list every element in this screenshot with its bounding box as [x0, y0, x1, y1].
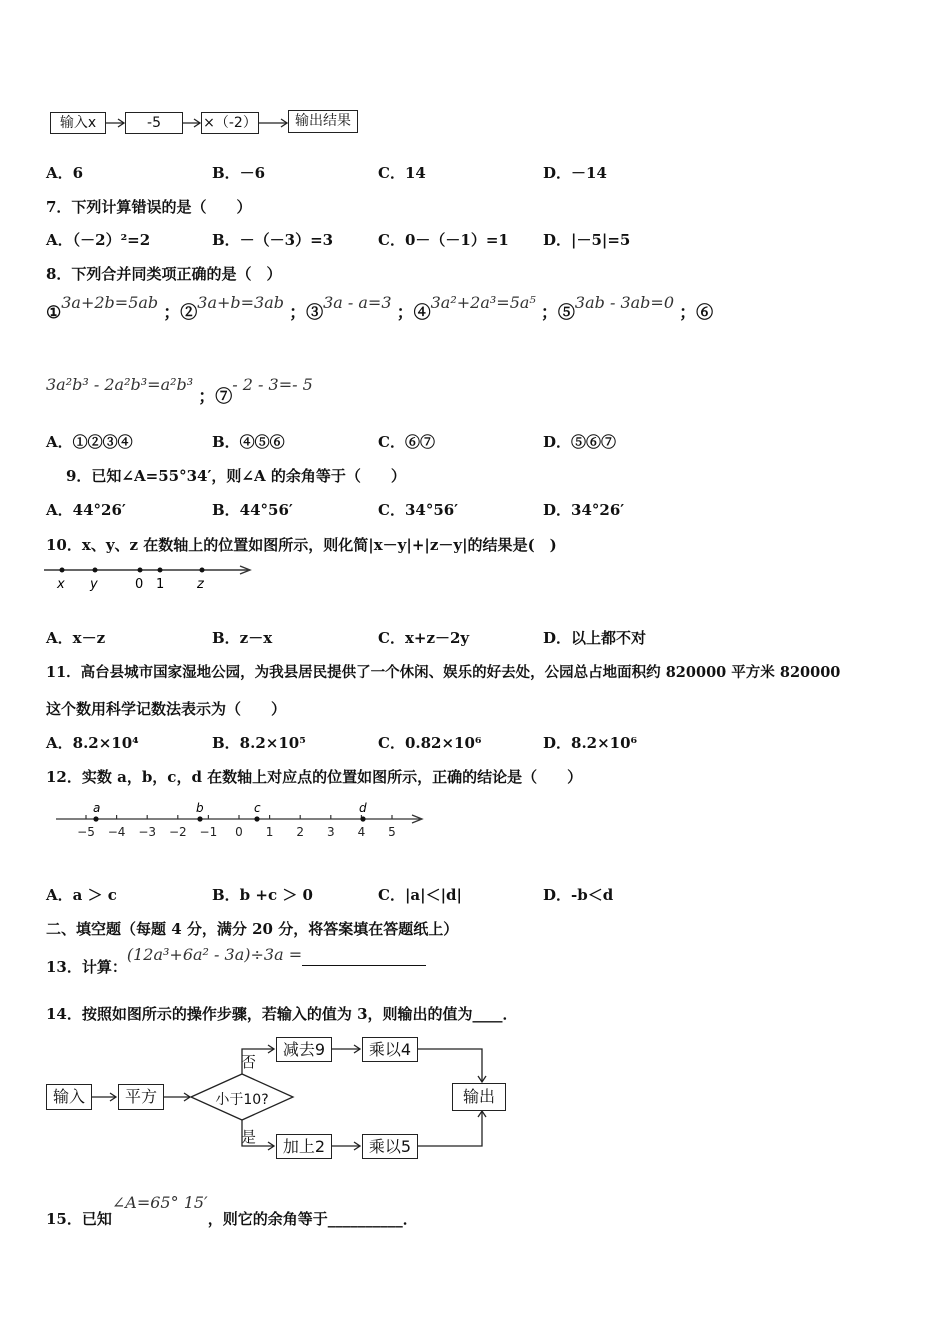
q8-item7-num: ⑦ [215, 387, 233, 407]
q12-point-d [360, 816, 365, 821]
q10-label-z: z [197, 577, 204, 592]
q15-label: 15．已知 [46, 1210, 112, 1228]
q7-option-b: B．－（－3）=3 [212, 231, 334, 249]
q8-sep3: ； [396, 303, 414, 323]
q10-point-z [200, 568, 205, 573]
q14-input-box: 输入 [46, 1084, 92, 1110]
flow1-input-box: 输入x [50, 112, 106, 134]
q12-option-c: C．|a|＜|d| [378, 886, 462, 904]
q12-number-line [50, 798, 430, 840]
q9-option-c: C．34°56′ [378, 501, 459, 519]
q8-items-row1 [46, 293, 714, 323]
q8-option-a: A．①②③④ [46, 433, 133, 451]
q8-option-d: D．⑤⑥⑦ [543, 433, 617, 451]
q10-stem: 10．x、y、z 在数轴上的位置如图所示，则化简|x－y|+|z－y|的结果是( ) [46, 536, 557, 554]
q13-label: 13．计算： [46, 958, 127, 976]
q12-tick-label: −1 [199, 825, 218, 839]
q10-option-b: B．z－x [212, 629, 273, 647]
q12-point-a [93, 816, 98, 821]
q14-plus2-box: 加上2 [276, 1134, 332, 1159]
q15-tail: ，则它的余角等于__________． [207, 1210, 418, 1228]
q11-option-a: A．8.2×10⁴ [46, 734, 139, 752]
q10-label-x: x [57, 577, 65, 592]
q14-minus9-box: 减去9 [276, 1037, 332, 1062]
q8-sep5: ； [679, 303, 697, 323]
q14-output-box: 输出 [452, 1083, 506, 1111]
q8-item2-expr: 3a+b=3ab [197, 293, 284, 312]
q12-tick-label: −5 [77, 825, 95, 839]
q6-option-d: D．－14 [543, 164, 607, 182]
q12-label-c: c [254, 801, 261, 815]
q8-sep4: ； [540, 303, 558, 323]
q8-item4-expr: 3a²+2a³=5a⁵ [430, 293, 536, 312]
q12-tick-label: 1 [265, 825, 274, 839]
q8-option-c: C．⑥⑦ [378, 433, 435, 451]
q12-option-d: D．-b＜d [543, 886, 614, 904]
q8-stem: 8．下列合并同类项正确的是（ ） [46, 265, 282, 283]
q10-option-a: A．x－z [46, 629, 106, 647]
section2-title: 二、填空题（每题 4 分，满分 20 分，将答案填在答题纸上） [46, 920, 459, 938]
q6-option-a: A．6 [46, 164, 84, 182]
flow1-output-box: 输出结果 [288, 110, 358, 133]
q8-item3-num: ③ [306, 303, 324, 323]
q9-option-a: A．44°26′ [46, 501, 126, 519]
q10-label-0: 0 [135, 577, 144, 592]
q9-stem: 9．已知∠A=55°34′，则∠A 的余角等于（ ） [66, 467, 406, 485]
q7-option-a: A．（－2）²=2 [46, 231, 151, 249]
q8-item5-num: ⑤ [557, 303, 575, 323]
q11-option-d: D．8.2×10⁶ [543, 734, 638, 752]
q8-item1-expr: 3a+2b=5ab [61, 293, 159, 312]
q7-stem: 7．下列计算错误的是（ ） [46, 198, 252, 216]
q11-option-c: C．0.82×10⁶ [378, 734, 482, 752]
q8-item1-num: ① [46, 303, 62, 323]
q10-label-y: y [90, 577, 98, 592]
q14-times4-box: 乘以4 [362, 1037, 418, 1062]
q8-sep2: ； [289, 303, 307, 323]
q8-item5-expr: 3ab - 3ab=0 [574, 293, 675, 312]
q8-sep1: ； [163, 303, 181, 323]
q12-tick-label: −2 [168, 825, 187, 839]
q12-tick-label: 3 [326, 825, 335, 839]
q12-tick-label: 0 [235, 825, 243, 839]
q12-option-a: A．a ＞ c [46, 886, 117, 904]
q14-decision-text: 小于10? [215, 1092, 269, 1108]
q13-expr: (12a³+6a² - 3a)÷3a = [126, 945, 303, 964]
q8-item4-num: ④ [413, 303, 431, 323]
q14-square-box: 平方 [118, 1084, 164, 1110]
q12-tick-label: −3 [138, 825, 157, 839]
q13-answer-blank[interactable] [302, 965, 426, 966]
q10-point-1 [158, 568, 163, 573]
q8-option-b: B．④⑤⑥ [212, 433, 285, 451]
q10-point-x [60, 568, 65, 573]
q9-option-d: D．34°26′ [543, 501, 625, 519]
q12-label-d: d [359, 801, 367, 815]
q12-label-a: a [93, 801, 101, 815]
q12-point-b [197, 816, 202, 821]
q6-option-c: C．14 [378, 164, 426, 182]
q12-tick-label: 4 [357, 825, 366, 839]
q8-item6-expr: 3a²b³ - 2a²b³=a²b³ [46, 375, 194, 394]
q12-label-b: b [196, 801, 204, 815]
q12-option-b: B．b +c ＞ 0 [212, 886, 313, 904]
q12-tick-label: 5 [388, 825, 396, 839]
q10-number-line [40, 560, 260, 594]
q15-expr: ∠A=65° 15′ [111, 1193, 208, 1212]
q10-option-d: D．以上都不对 [543, 629, 647, 647]
q10-label-1: 1 [156, 577, 165, 592]
q8-items-row2 [46, 370, 313, 407]
q8-item2-num: ② [180, 303, 198, 323]
q12-stem: 12．实数 a，b，c，d 在数轴上对应点的位置如图所示，正确的结论是（ ） [46, 768, 583, 786]
q11-stem-line1: 11．高台县城市国家湿地公园，为我县居民提供了一个休闲、娱乐的好去处，公园总占地面积约 820000 平方米 820000 [46, 664, 841, 681]
q7-option-c: C．0－（－1）=1 [378, 231, 509, 249]
q7-option-d: D．|－5|=5 [543, 231, 631, 249]
q10-point-y [93, 568, 98, 573]
q12-tick-label: 2 [296, 825, 305, 839]
q11-stem-line2: 这个数用科学记数法表示为（ ） [46, 700, 287, 718]
q8-item3-expr: 3a - a=3 [323, 293, 392, 312]
q10-option-c: C．x+z－2y [378, 629, 470, 647]
q10-point-0 [138, 568, 143, 573]
q14-times5-box: 乘以5 [362, 1134, 418, 1159]
q14-stem: 14．按照如图所示的操作步骤，若输入的值为 3，则输出的值为____． [46, 1005, 518, 1023]
q8-item6-num: ⑥ [696, 303, 714, 323]
flow1-step2-box: ×（-2） [201, 112, 259, 134]
q6-option-b: B．－6 [212, 164, 266, 182]
flow1-step1-box: -5 [125, 112, 183, 134]
q12-tick-label: −4 [107, 825, 126, 839]
q15-row [46, 1192, 418, 1228]
q12-point-c [254, 816, 259, 821]
q8-item7-expr: - 2 - 3=- 5 [232, 375, 313, 394]
q8-sep6: ； [198, 387, 216, 407]
q13-row [46, 944, 426, 976]
q11-option-b: B．8.2×10⁵ [212, 734, 306, 752]
q14-yes-label: 是 [241, 1128, 257, 1146]
q9-option-b: B．44°56′ [212, 501, 293, 519]
q14-no-label: 否 [241, 1053, 257, 1071]
